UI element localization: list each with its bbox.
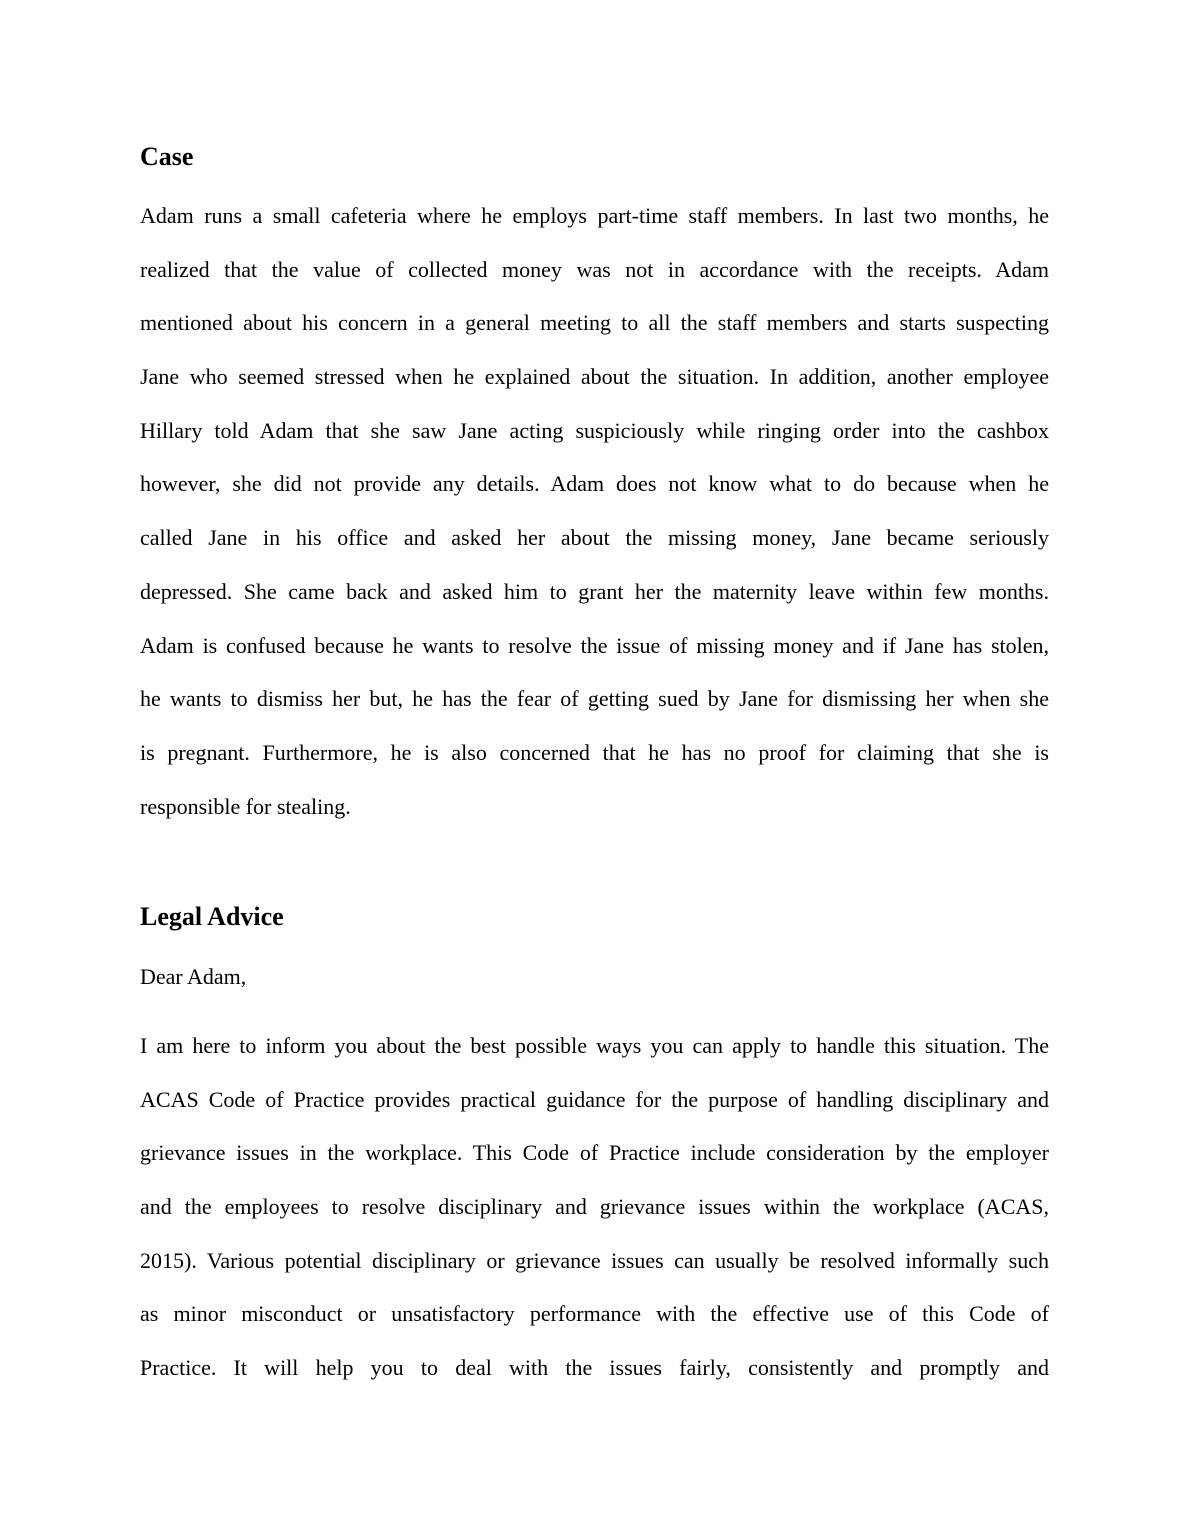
advice-paragraph [140, 1019, 1049, 1395]
advice-line: Practice. It will help you to deal with the issues fairly, consistently and promptly and [140, 1355, 1049, 1381]
case-line: responsible for stealing. [140, 793, 351, 819]
case-line: mentioned about his concern in a general meeting to all the staff members and starts suspecting [140, 310, 1049, 336]
case-line: however, she did not provide any details. Adam does not know what to do because when he [140, 471, 1049, 497]
case-line: realized that the value of collected money was not in accordance with the receipts. Adam [140, 256, 1049, 282]
advice-line: I am here to inform you about the best possible ways you can apply to handle this situation. The [140, 1033, 1049, 1058]
case-line: called Jane in his office and asked her about the missing money, Jane became seriously [140, 525, 1049, 551]
salutation: Dear Adam, [140, 964, 247, 989]
case-line: Adam is confused because he wants to resolve the issue of missing money and if Jane has stolen, [140, 632, 1049, 658]
case-line: is pregnant. Furthermore, he is also concerned that he has no proof for claiming that she is [140, 739, 1049, 765]
advice-line: ACAS Code of Practice provides practical guidance for the purpose of handling disciplinary and [140, 1086, 1049, 1112]
case-line: he wants to dismiss her but, he has the fear of getting sued by Jane for dismissing her when she [140, 686, 1049, 712]
advice-line: 2015). Various potential disciplinary or grievance issues can usually be resolved informally such [140, 1247, 1049, 1273]
advice-line: and the employees to resolve disciplinary and grievance issues within the workplace (ACAS, [140, 1194, 1049, 1220]
case-line: depressed. She came back and asked him to grant her the maternity leave within few months. [140, 578, 1049, 604]
case-line: Adam runs a small cafeteria where he employs part-time staff members. In last two months, he [140, 203, 1049, 228]
legal-advice-heading: Legal Advice [140, 902, 284, 931]
advice-line: grievance issues in the workplace. This Code of Practice include consideration by the employer [140, 1140, 1049, 1166]
case-paragraph [140, 189, 1049, 833]
case-line: Jane who seemed stressed when he explained about the situation. In addition, another employee [140, 364, 1049, 390]
case-line: Hillary told Adam that she saw Jane acting suspiciously while ringing order into the cashbox [140, 417, 1049, 443]
case-heading: Case [140, 142, 194, 171]
advice-line: as minor misconduct or unsatisfactory performance with the effective use of this Code of [140, 1301, 1049, 1327]
